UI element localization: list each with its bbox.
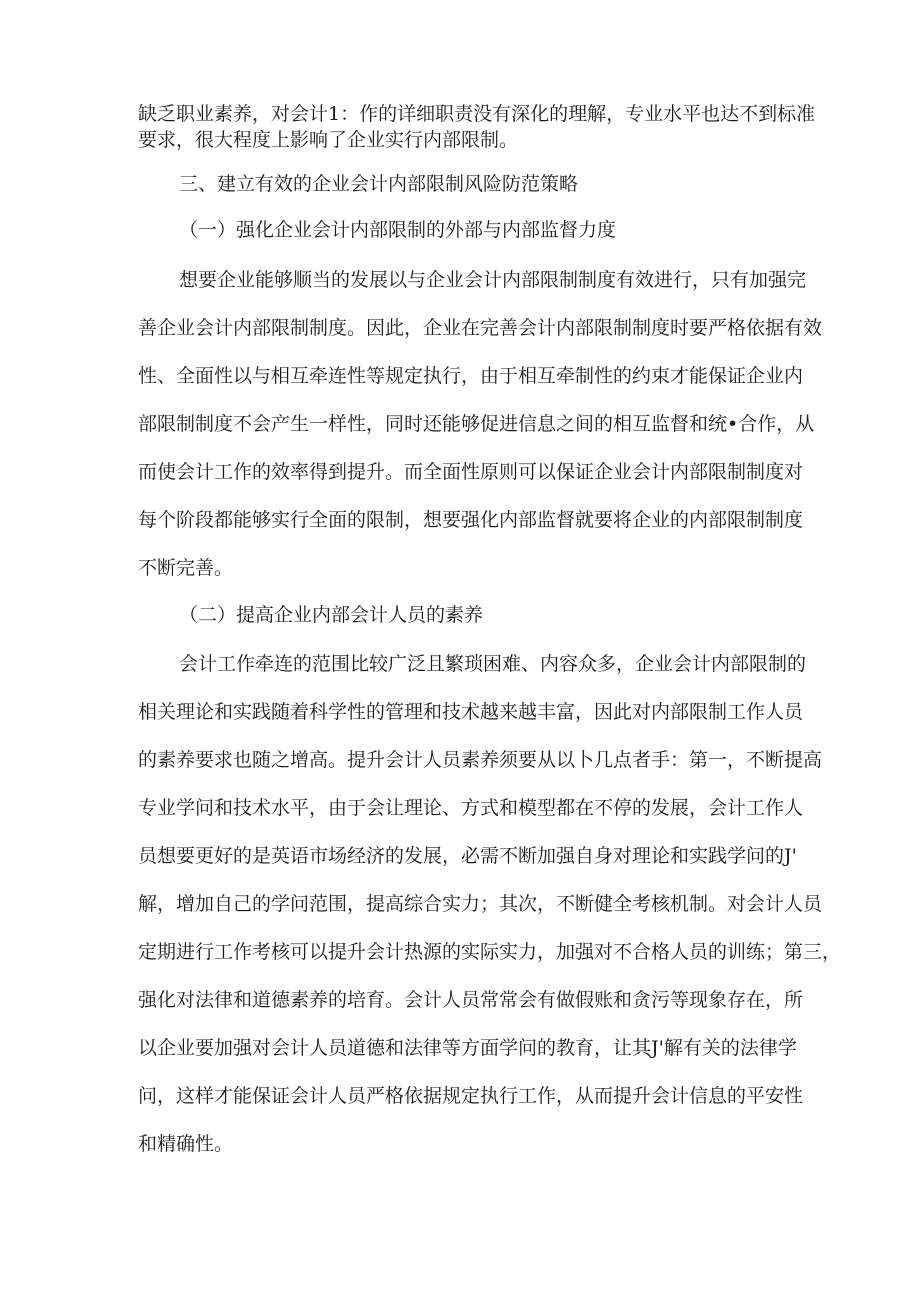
paragraph-line: 缺乏职业素养，对会计1：作的详细职责没有深化的理解，专业水平也达不到标准 [138, 103, 816, 125]
paragraph-line: 专业学问和技术水平，由于会让理论、方式和模型都在不停的发展，会计工作人 [138, 797, 804, 819]
paragraph-line: 善企业会计内部限制制度。因此，企业在完善会计内部限制制度时要严格依据有效 [138, 317, 823, 339]
paragraph-line: 会计工作牵连的范围比较广泛且繁琐困难、内容众多，企业会计内部限制的 [179, 653, 807, 675]
paragraph-line: 不断完善。 [138, 557, 234, 579]
paragraph-line: 员想要更好的是英语市场经济的发展，必需不断加强自身对理论和实践学问的J' [138, 845, 797, 867]
paragraph-line: 想要企业能够顺当的发展以与企业会计内部限制制度有效进行，只有加强完 [179, 269, 807, 291]
paragraph-line: 而使会计工作的效率得到提升。而全面性原则可以保证企业会计内部限制制度对 [138, 461, 804, 483]
paragraph-line: 以企业要加强对会计人员道德和法律等方面学问的教育，让其J'解有关的法律学 [138, 1037, 797, 1059]
paragraph-line: 性、全面性以与相互牵连性等规定执行，由于相互牵制性的约束才能保证企业内 [138, 365, 804, 387]
paragraph-line: 相关理论和实践随着科学性的管理和技术越来越丰富，因此对内部限制工作人员 [138, 701, 804, 723]
subsection-heading: （一）强化企业会计内部限制的外部与内部监督力度 [179, 219, 617, 241]
paragraph-line: 定期进行工作考核可以提升会计热源的实际实力，加强对不合格人员的训练；第三， [138, 941, 842, 963]
paragraph-line: 解，增加自己的学问范围，提高综合实力；其次，不断健全考核机制。对会计人员 [138, 893, 823, 915]
paragraph-line: 部限制制度不会产生一样性，同时还能够促进信息之间的相互监督和统•合作，从 [138, 413, 815, 435]
paragraph-line: 每个阶段都能够实行全面的限制，想要强化内部监督就要将企业的内部限制制度 [138, 509, 804, 531]
paragraph-line: 要求，很大程度上影响了企业实行内部限制。 [138, 129, 519, 151]
paragraph-line: 强化对法律和道德素养的培育。会计人员常常会有做假账和贪污等现象存在，所 [138, 989, 804, 1011]
paragraph-line: 和精确性。 [138, 1133, 234, 1155]
subsection-heading: （二）提高企业内部会计人员的素养 [179, 604, 484, 626]
paragraph-line: 问，这样才能保证会计人员严格依据规定执行工作，从而提升会计信息的平安性 [138, 1085, 804, 1107]
section-heading: 三、建立有效的企业会计内部限制风险防范策略 [179, 173, 579, 195]
paragraph-line: 的素养要求也随之增高。提升会计人员素养须要从以卜几点者手：第一，不断提高 [138, 749, 823, 771]
